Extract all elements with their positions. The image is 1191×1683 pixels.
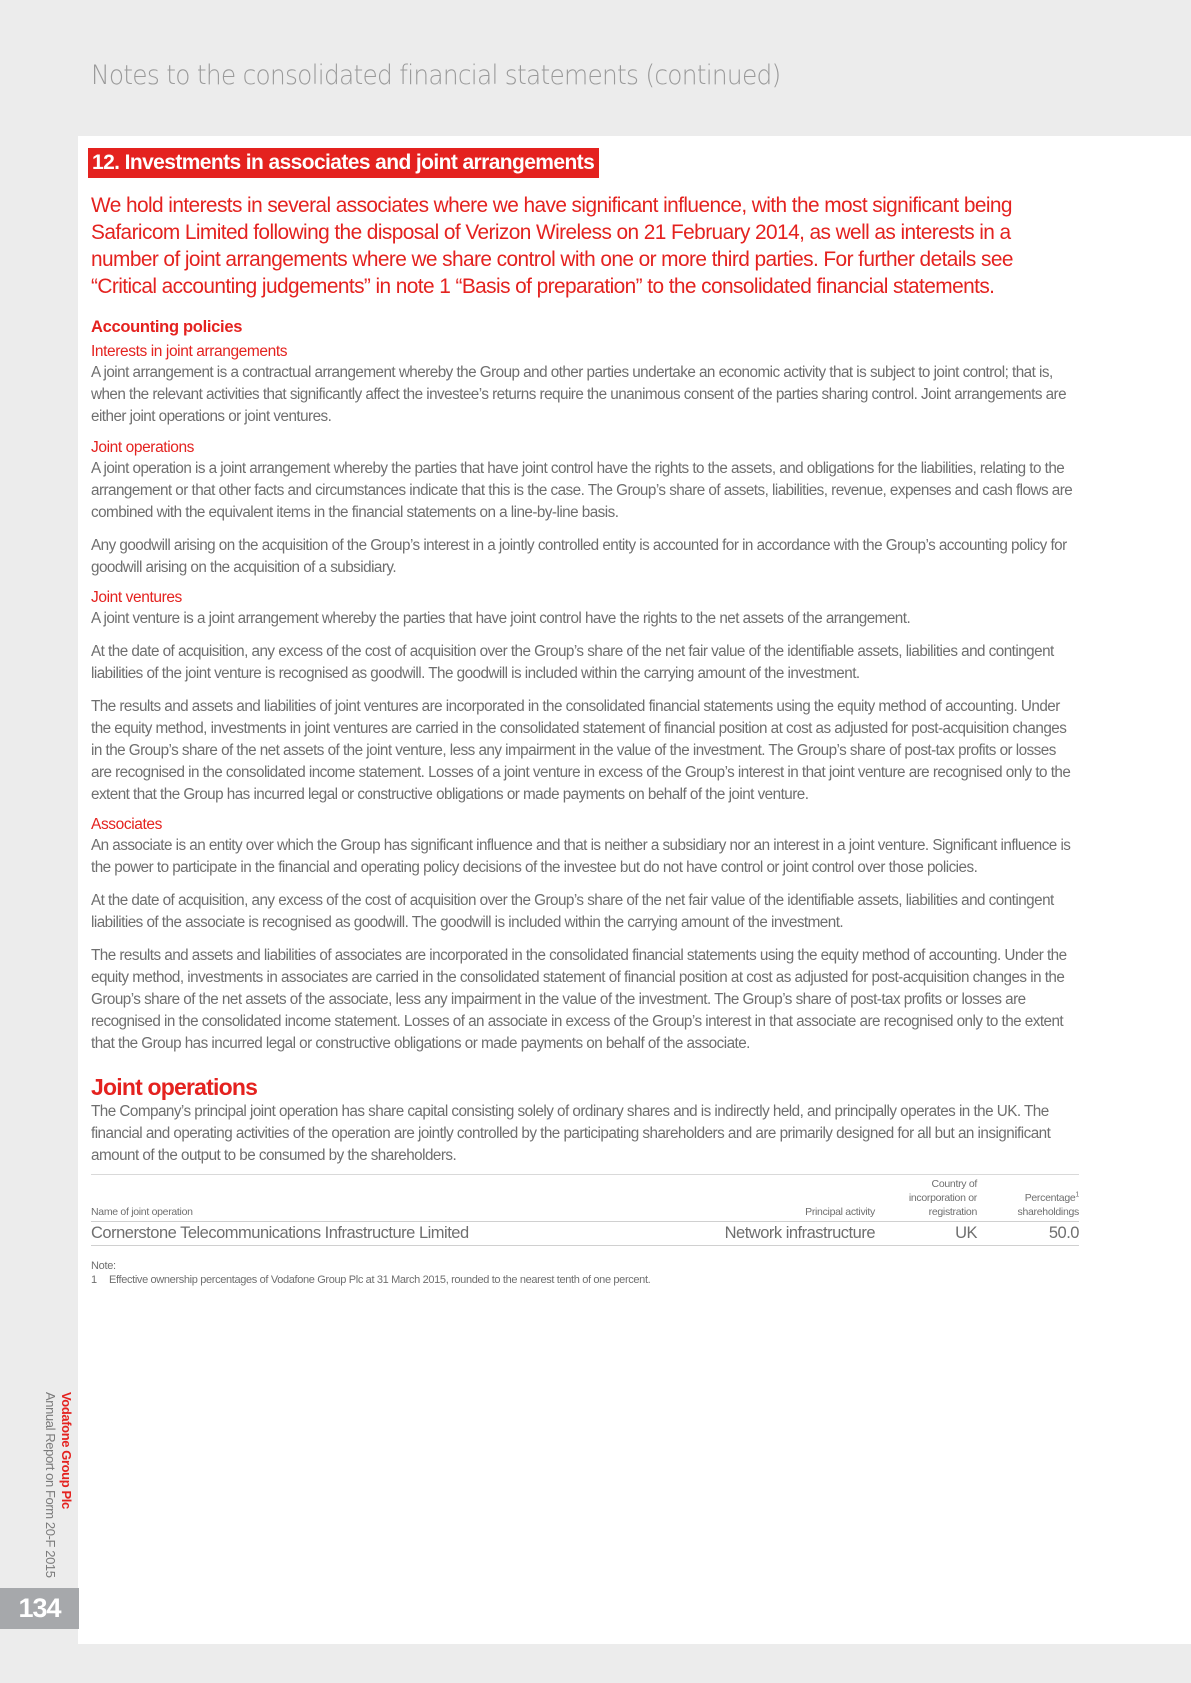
brand-sidebar-label [58, 1392, 74, 1509]
joint-ventures-paragraph: The results and assets and liabilities of joint ventures are incorporated in the consolidated financial statements using the equity method of accounting. Under the equity method, investments in joint ventures are carried in the consolidated statement of financial position at cost as adjusted for post-acquisition changes in the Group’s share of the net assets of the joint venture, less any impairment in the value of the investment. The Group’s share of post-tax profits or losses are recognised in the consolidated income statement. Losses of a joint venture in excess of the Group’s interest in that joint venture are recognised only to the extent that the Group has incurred legal or constructive obligations or made payments on behalf of the joint venture. [91, 698, 1071, 803]
interests-paragraph: A joint arrangement is a contractual arrangement whereby the Group and other parties undertake an economic activity that is subject to joint control; that is, when the relevant activities that significantly affect the investee’s returns require the unanimous consent of the parties sharing control. Joint arrangements are either joint operations or joint ventures. [91, 364, 1067, 425]
cell-name: Cornerstone Telecommunications Infrastructure Limited [91, 1224, 469, 1242]
joint-operations-heading: Joint operations [91, 1074, 258, 1100]
cell-country: UK [955, 1224, 977, 1242]
column-header-percentage-line: shareholdings [1017, 1206, 1079, 1218]
report-name: Annual Report on Form 20-F 2015 [43, 1392, 58, 1578]
content-column [91, 148, 1079, 1287]
table-row [91, 1222, 1079, 1246]
joint-ventures-paragraph: At the date of acquisition, any excess of the cost of acquisition over the Group’s share of the net fair value of the identifiable assets, liabilities and contingent liabilities of the joint venture is recognised as goodwill. The goodwill is included within the carrying amount of the investment. [91, 643, 1054, 682]
footnote-marker: 1 [1075, 1191, 1079, 1199]
joint-ventures-paragraph: A joint venture is a joint arrangement whereby the parties that have joint control have the rights to the net assets of the arrangement. [91, 610, 911, 627]
table-header [91, 1175, 1079, 1222]
column-header-name: Name of joint operation [91, 1206, 193, 1218]
associates-paragraph: An associate is an entity over which the Group has significant influence and that is neither a subsidiary nor an interest in a joint venture. Significant influence is the power to participate in the financial and operating policy decisions of the investee but do not have control or joint control over those policies. [91, 837, 1071, 876]
note-label: Note: [91, 1260, 116, 1272]
column-header-percentage [977, 1191, 1079, 1221]
section-intro: We hold interests in several associates where we have significant influence, with the most significant being Safaricom Limited following the disposal of Verizon Wireless on 21 February 2014, as well as interests in a number of joint arrangements where we share control with one or more third parties. For further details see “Critical accounting judgements” in note 1 “Basis of preparation” to the consolidated financial statements. [91, 193, 1013, 298]
brand-name: Vodafone Group Plc [59, 1392, 74, 1509]
associates-heading: Associates [91, 816, 162, 833]
joint-operations-policy-heading: Joint operations [91, 439, 195, 456]
column-header-activity: Principal activity [805, 1206, 875, 1218]
page-number: 134 [0, 1588, 79, 1629]
section-heading: 12. Investments in associates and joint arrangements [88, 148, 599, 178]
column-header-country-line: Country of [931, 1178, 977, 1190]
footer-band [0, 1644, 1191, 1683]
report-sidebar-label [42, 1392, 58, 1578]
interests-heading: Interests in joint arrangements [91, 343, 288, 360]
cell-percentage: 50.0 [1048, 1224, 1079, 1242]
accounting-policies-heading: Accounting policies [91, 318, 243, 336]
cell-activity: Network infrastructure [724, 1224, 875, 1242]
page-title: Notes to the consolidated financial statements (continued) [91, 60, 781, 91]
column-header-country-line: registration [928, 1206, 977, 1218]
joint-operations-description: The Company’s principal joint operation has share capital consisting solely of ordinary shares and is indirectly held, and principally operates in the UK. The financial and operating activities of the operation are jointly controlled by the participating shareholders and are primarily designed for all but an insignificant amount of the output to be consumed by the shareholders. [91, 1103, 1051, 1164]
footnote-text: Effective ownership percentages of Vodafone Group Plc at 31 March 2015, rounded to the nearest tenth of one percent. [109, 1274, 651, 1286]
joint-operations-paragraph: A joint operation is a joint arrangement whereby the parties that have joint control have the rights to the assets, and obligations for the liabilities, relating to the arrangement or that other facts and circumstances indicate that this is the case. The Group’s share of assets, liabilities, revenue, expenses and cash flows are combined with the equivalent items in the financial statements on a line-by-line basis. [91, 460, 1073, 521]
column-header-percentage-line [977, 1191, 1079, 1205]
header-band [0, 0, 1191, 136]
column-header-country-line: incorporation or [908, 1192, 977, 1204]
associates-paragraph: At the date of acquisition, any excess of the cost of acquisition over the Group’s share of the net fair value of the identifiable assets, liabilities and contingent liabilities of the associate is recognised as goodwill. The goodwill is included within the carrying amount of the investment. [91, 892, 1054, 931]
associates-paragraph: The results and assets and liabilities of associates are incorporated in the consolidated financial statements using the equity method of accounting. Under the equity method, investments in associates are carried in the consolidated statement of financial position at cost as adjusted for post-acquisition changes in the Group’s share of the net assets of the associate, less any impairment in the value of the investment. The Group’s share of post-tax profits or losses are recognised in the consolidated income statement. Losses of an associate in excess of the Group’s interest in that associate are recognised only to the extent that the Group has incurred legal or constructive obligations or made payments on behalf of the associate. [91, 947, 1067, 1052]
column-header-country [875, 1177, 977, 1221]
joint-operations-paragraph: Any goodwill arising on the acquisition of the Group’s interest in a jointly controlled entity is accounted for in accordance with the Group’s accounting policy for goodwill arising on the acquisition of a subsidiary. [91, 537, 1067, 576]
footnote-number: 1 [91, 1274, 97, 1286]
joint-ventures-heading: Joint ventures [91, 589, 182, 606]
joint-operations-table [91, 1174, 1079, 1246]
percentage-label: Percentage [1024, 1192, 1076, 1204]
footnote [91, 1273, 1079, 1287]
